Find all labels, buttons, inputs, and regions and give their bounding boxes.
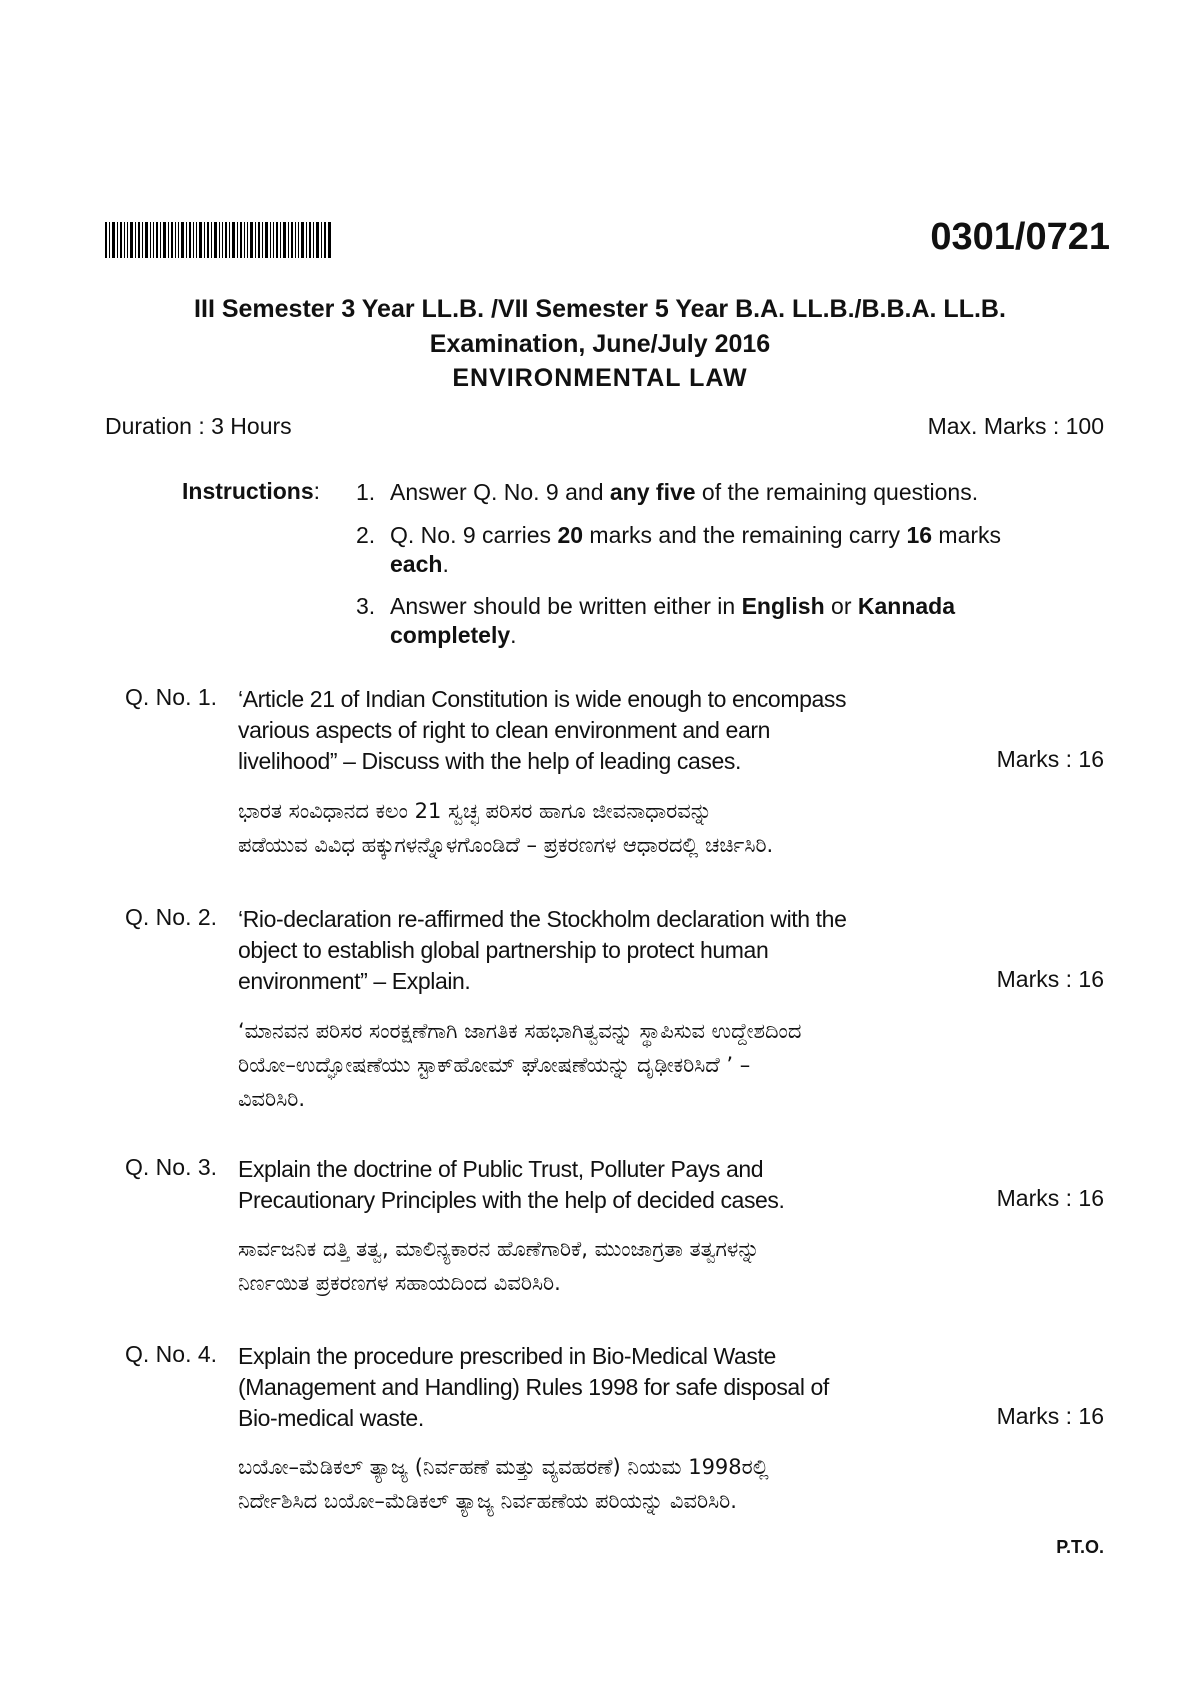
question-1-kannada: ಭಾರತ ಸಂವಿಧಾನದ ಕಲಂ 21 ಸ್ವಚ್ಛ ಪರಿಸರ ಹಾಗೂ ಜೀವನಾಧಾರವನ್ನು ಪಡೆಯುವ ವಿವಿಧ ಹಕ್ಕುಗಳನ್ನೊಳಗೊಂಡಿದೆ – ಪ್ರಕರಣಗಳ ಆಧಾರದಲ್ಲಿ ಚರ್ಚಿಸಿರಿ. bbox=[238, 799, 774, 857]
question-3-marks: Marks : 16 bbox=[996, 1185, 1104, 1211]
subject-title: ENVIRONMENTAL LAW bbox=[452, 364, 748, 392]
question-3-label: Q. No. 3. bbox=[125, 1154, 218, 1180]
question-1-label: Q. No. 1. bbox=[125, 684, 218, 710]
pto-marker: P.T.O. bbox=[1056, 1537, 1104, 1557]
barcode-image bbox=[105, 222, 331, 258]
max-marks-text: Max. Marks : 100 bbox=[927, 413, 1104, 439]
question-3-kannada: ಸಾರ್ವಜನಿಕ ದತ್ತಿ ತತ್ವ, ಮಾಲಿನ್ಯಕಾರನ ಹೊಣೆಗಾರಿಕೆ, ಮುಂಜಾಗ್ರತಾ ತತ್ವಗಳನ್ನು ನಿರ್ಣಯಿತ ಪ್ರಕರಣಗಳ ಸಹಾಯದಿಂದ ವಿವರಿಸಿರಿ. bbox=[238, 1237, 760, 1295]
question-1-text: ‘Article 21 of Indian Constitution is wide enough to encompass various aspects of right to clean environment and earn livelihood” – Discuss with the help of leading cases. bbox=[238, 686, 847, 774]
question-4-text: Explain the procedure prescribed in Bio-Medical Waste (Management and Handling) Rules 1998 for safe disposal of Bio-medical waste. bbox=[238, 1343, 829, 1431]
exam-title-line2: Examination, June/July 2016 bbox=[429, 330, 771, 358]
question-2-kannada: ‘ಮಾನವನ ಪರಿಸರ ಸಂರಕ್ಷಣೆಗಾಗಿ ಜಾಗತಿಕ ಸಹಭಾಗಿತ್ವವನ್ನು ಸ್ಥಾಪಿಸುವ ಉದ್ದೇಶದಿಂದ ರಿಯೋ–ಉದ್ಘೋಷಣೆಯು ಸ್ಟಾಕ್‌ಹೋಮ್ ಘೋಷಣೆಯನ್ನು ದೃಢೀಕರಿಸಿದೆ ’ – ವಿವರಿಸಿರಿ. bbox=[238, 1019, 802, 1111]
instructions-label: Instructions: bbox=[182, 478, 321, 504]
question-3-text: Explain the doctrine of Public Trust, Polluter Pays and Precautionary Principles with the help of decided cases. bbox=[238, 1156, 785, 1213]
question-2-marks: Marks : 16 bbox=[996, 966, 1104, 992]
question-4-marks: Marks : 16 bbox=[996, 1403, 1104, 1429]
duration-text: Duration : 3 Hours bbox=[105, 413, 292, 439]
question-4-kannada: ಬಯೋ–ಮೆಡಿಕಲ್ ತ್ಯಾಜ್ಯ (ನಿರ್ವಹಣೆ ಮತ್ತು ವ್ಯವಹರಣೆ) ನಿಯಮ 1998ರಲ್ಲಿ ನಿರ್ದೇಶಿಸಿದ ಬಯೋ–ಮೆಡಿಕಲ್ ತ್ಯಾಜ್ಯ ನಿರ್ವಹಣೆಯ ಪರಿಯನ್ನು ವಿವರಿಸಿರಿ. bbox=[238, 1455, 769, 1513]
instruction-item: 1. Answer Q. No. 9 and any five of the remaining questions. bbox=[356, 479, 979, 505]
question-1-marks: Marks : 16 bbox=[996, 746, 1104, 772]
paper-code: 0301/0721 bbox=[930, 216, 1110, 258]
question-2-text: ‘Rio-declaration re-affirmed the Stockholm declaration with the object to establish global partnership to protect human environment” – Explain. bbox=[238, 906, 847, 994]
question-4-label: Q. No. 4. bbox=[125, 1341, 218, 1367]
instruction-item: 3. Answer should be written either in English or Kannada completely. bbox=[356, 593, 956, 648]
question-2-label: Q. No. 2. bbox=[125, 904, 218, 930]
exam-title-line1: III Semester 3 Year LL.B. /VII Semester 5 Year B.A. LL.B./B.B.A. LL.B. bbox=[194, 295, 1006, 323]
instruction-item: 2. Q. No. 9 carries 20 marks and the remaining carry 16 marks each. bbox=[356, 522, 1002, 577]
